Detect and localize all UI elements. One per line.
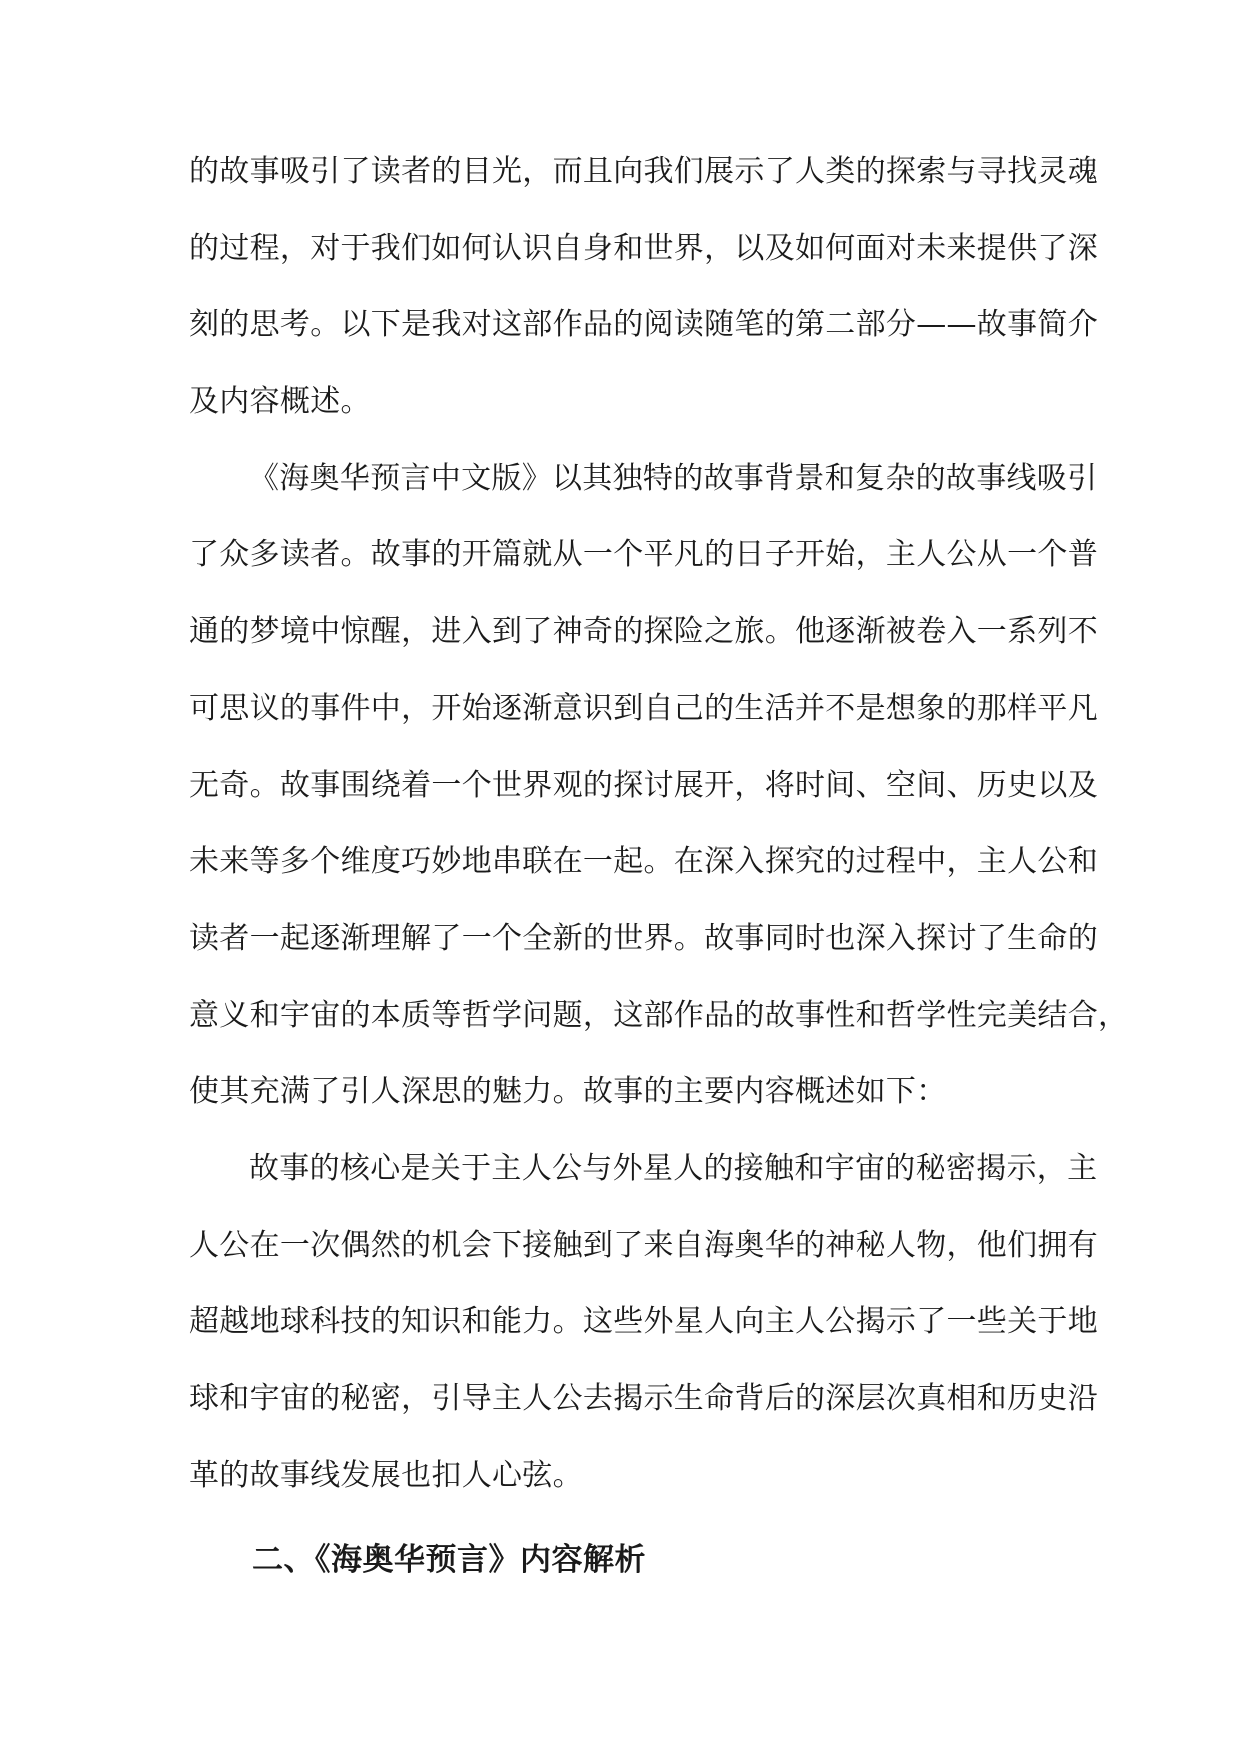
text-line: 无奇。故事围绕着一个世界观的探讨展开，将时间、空间、历史以及 [189, 767, 1098, 803]
text-line: 及内容概述。 [189, 384, 371, 420]
text-line: 超越地球科技的知识和能力。这些外星人向主人公揭示了一些关于地 [189, 1304, 1098, 1340]
text-line: 革的故事线发展也扣人心弦。 [189, 1457, 583, 1493]
text-line: 人公在一次偶然的机会下接触到了来自海奥华的神秘人物，他们拥有 [189, 1227, 1098, 1263]
text-line: 未来等多个维度巧妙地串联在一起。在深入探究的过程中，主人公和 [189, 844, 1098, 880]
text-line: 《海奥华预言中文版》以其独特的故事背景和复杂的故事线吸引 [249, 460, 1098, 496]
text-line: 了众多读者。故事的开篇就从一个平凡的日子开始，主人公从一个普 [189, 537, 1098, 573]
text-line: 使其充满了引人深思的魅力。故事的主要内容概述如下： [189, 1074, 947, 1110]
text-line: 的过程，对于我们如何认识自身和世界，以及如何面对未来提供了深 [189, 230, 1098, 266]
text-line: 意义和宇宙的本质等哲学问题，这部作品的故事性和哲学性完美结合， [189, 997, 1129, 1033]
section-heading: 二、《海奥华预言》内容解析 [252, 1542, 646, 1578]
text-line: 可思议的事件中，开始逐渐意识到自己的生活并不是想象的那样平凡 [189, 690, 1098, 726]
text-line: 的故事吸引了读者的目光，而且向我们展示了人类的探索与寻找灵魂 [189, 154, 1098, 189]
body-text [189, 142, 1129, 1522]
text-line: 刻的思考。以下是我对这部作品的阅读随笔的第二部分——故事简介 [189, 307, 1098, 343]
text-line: 故事的核心是关于主人公与外星人的接触和宇宙的秘密揭示，主 [249, 1150, 1098, 1186]
text-line: 球和宇宙的秘密，引导主人公去揭示生命背后的深层次真相和历史沿 [189, 1381, 1098, 1416]
text-line: 通的梦境中惊醒，进入到了神奇的探险之旅。他逐渐被卷入一系列不 [189, 614, 1098, 650]
text-line: 读者一起逐渐理解了一个全新的世界。故事同时也深入探讨了生命的 [189, 920, 1098, 956]
